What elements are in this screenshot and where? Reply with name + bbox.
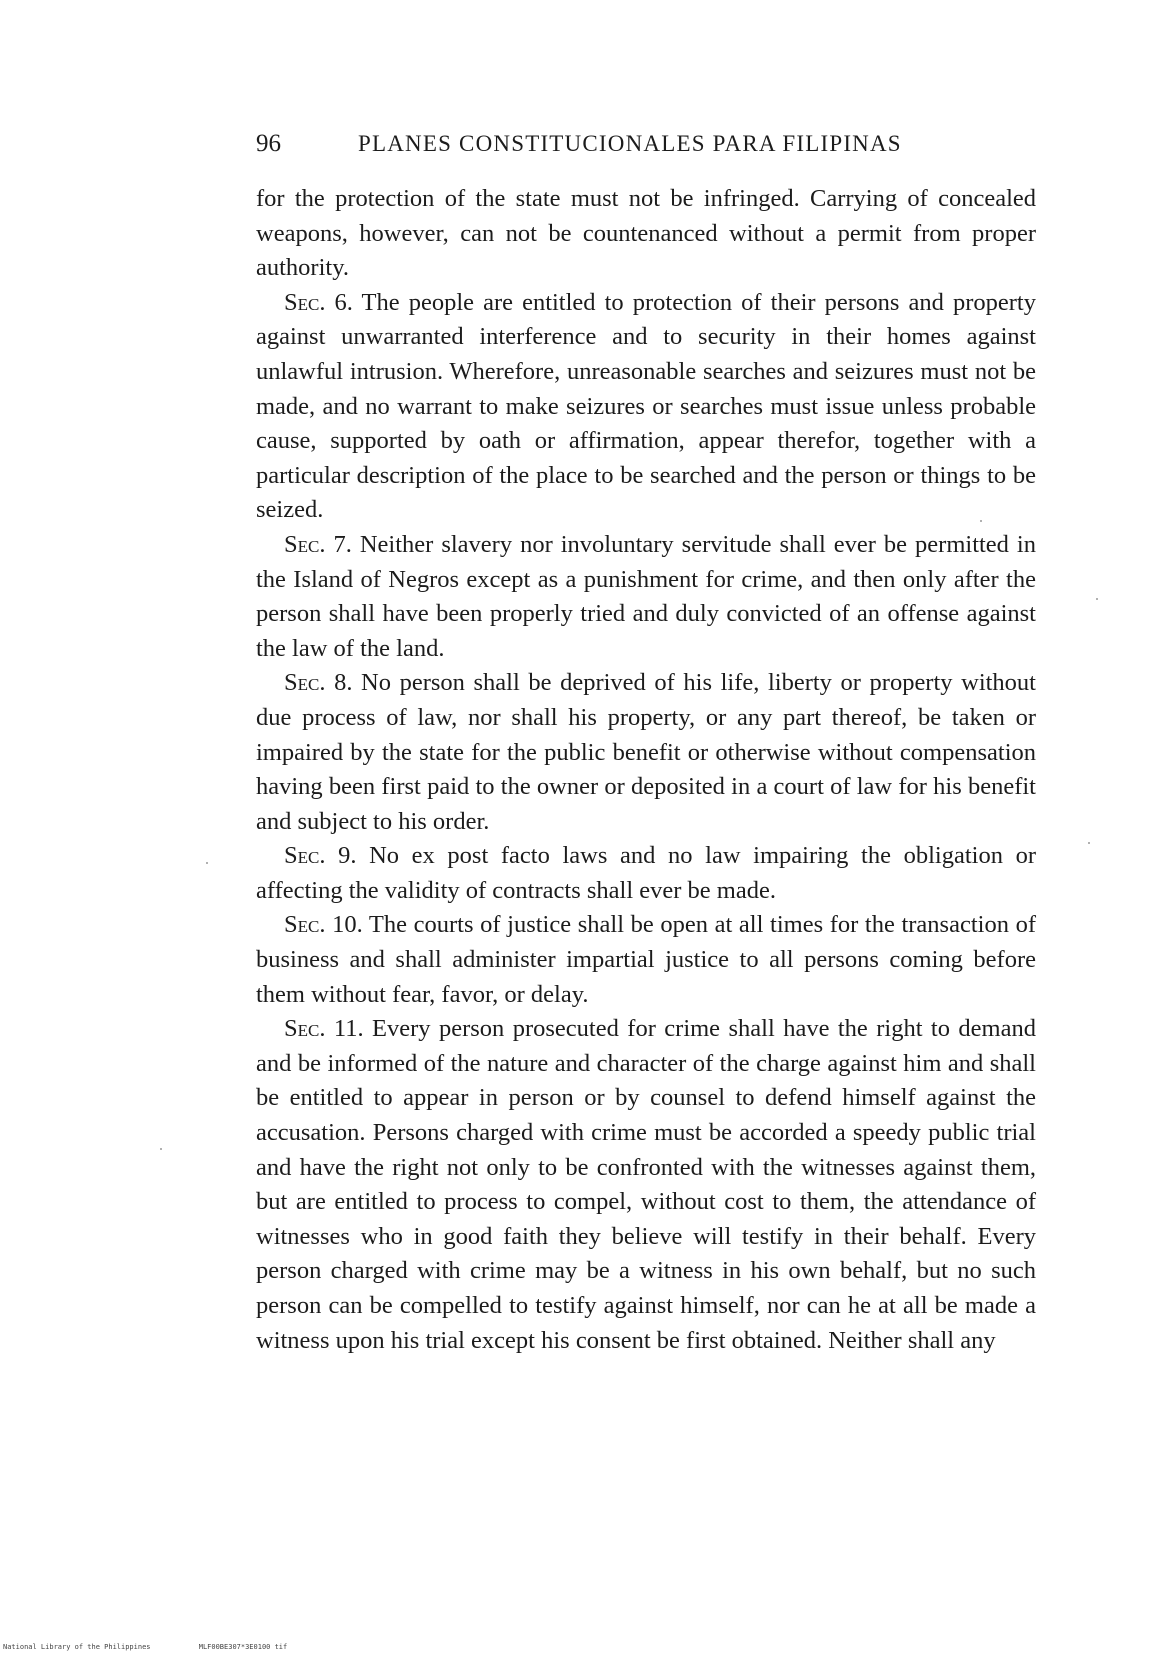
scan-footer	[3, 1643, 331, 1651]
section-text: The people are entitled to protection of their persons and property against unwarranted interference and to security in their homes against unlawful intrusion. Wherefore, unreasonable searches and seizures must not be made, and no warrant to make seizures or searches must issue unless probable cause, supported by oath or affirmation, appear therefor, together with a particular description of the place to be searched and the person or things to be seized.	[256, 288, 1036, 524]
running-title: PLANES CONSTITUCIONALES PARA FILIPINAS	[358, 131, 902, 156]
scan-speck	[160, 1148, 162, 1150]
page-number: 96	[256, 130, 281, 157]
section-11	[256, 1012, 1036, 1358]
section-text: The courts of justice shall be open at all times for the transaction of business and shall administer impartial justice to all persons coming before them without fear, favor, or delay.	[256, 911, 1036, 1008]
section-8	[256, 666, 1036, 839]
scan-speck	[1088, 842, 1090, 844]
scan-speck	[980, 520, 982, 522]
section-10	[256, 908, 1036, 1012]
section-label: Sec. 9.	[284, 842, 357, 870]
section-label: Sec. 8.	[284, 669, 353, 697]
section-text: No person shall be deprived of his life, liberty or property without due process of law, nor shall his property, or any part thereof, be taken or impaired by the state for the public benefit or otherwise without compensation having been first paid to the owner or deposited in a court of law for his benefit and subject to his order.	[256, 669, 1036, 835]
footer-library: National Library of the Philippines	[3, 1643, 151, 1651]
section-text: Neither slavery nor involuntary servitude shall ever be permitted in the Island of Negros except as a punishment for crime, and then only after the person shall have been properly tried and duly convicted of an offense against the law of the land.	[256, 530, 1036, 662]
footer-image-code: MLF00BE307*3E0100 tif	[198, 1643, 288, 1651]
paragraph-continuation	[256, 182, 1036, 286]
scan-speck	[206, 862, 208, 864]
scan-speck	[1096, 598, 1098, 600]
section-6	[256, 286, 1036, 528]
body-text	[256, 182, 1036, 1358]
section-text: Every person prosecuted for crime shall have the right to demand and be informed of the nature and character of the charge against him and shall be entitled to appear in person or by counsel to defend himself against the accusation. Persons charged with crime must be accorded a speedy public trial and have the right not only to be confronted with the witnesses against them, but are entitled to process to compel, without cost to them, the attendance of witnesses who in good faith they believe will testify in their behalf. Every person charged with crime may be a witness in his own behalf, but no such person can be compelled to testify against himself, nor can he at all be made a witness upon his trial except his consent be first obtained. Neither shall any	[256, 1015, 1036, 1354]
section-label: Sec. 10.	[284, 911, 363, 939]
paragraph-text: for the protection of the state must not be infringed. Carrying of concealed weapons, however, can not be countenanced without a permit from proper authority.	[256, 185, 1036, 282]
section-text: No ex post facto laws and no law impairing the obligation or affecting the validity of contracts shall ever be made.	[256, 842, 1036, 904]
running-head	[256, 126, 1036, 162]
section-label: Sec. 7.	[284, 530, 352, 558]
section-9	[256, 839, 1036, 908]
section-7	[256, 528, 1036, 666]
section-label: Sec. 11.	[284, 1015, 364, 1043]
section-label: Sec. 6.	[284, 288, 353, 316]
